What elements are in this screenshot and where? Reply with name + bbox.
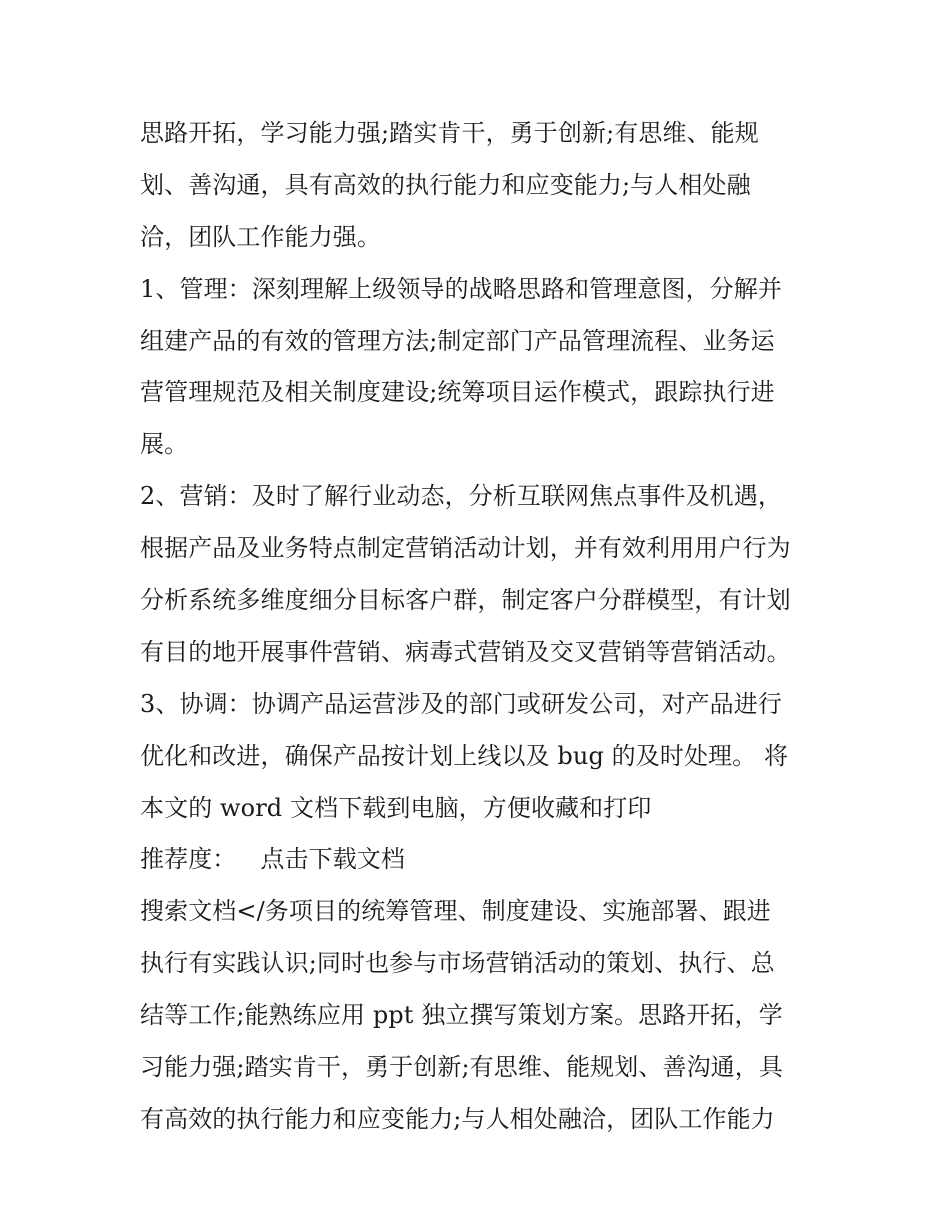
text-line: 有目的地开展事件营销、病毒式营销及交叉营销等营销活动。 (140, 637, 791, 666)
text-line: 搜索文档</务项目的统筹管理、制度建设、实施部署、跟进 (140, 897, 771, 926)
text-line: 思路开拓，学习能力强;踏实肯干，勇于创新;有思维、能规 (140, 119, 759, 147)
text-line: 2、营销：及时了解行业动态，分析互联网焦点事件及机遇， (140, 482, 782, 511)
download-link[interactable]: 点击下载文档 (260, 845, 406, 874)
text-line: 组建产品的有效的管理方法;制定部门产品管理流程、业务运 (140, 326, 775, 355)
text-line: 分析系统多维度细分目标客户群，制定客户分群模型，有计划 (140, 586, 791, 615)
text-line: 1、管理：深刻理解上级领导的战略思路和管理意图，分解并 (140, 274, 782, 303)
text-line: 3、协调：协调产品运营涉及的部门或研发公司，对产品进行 (140, 689, 782, 718)
text-line: 划、善沟通，具有高效的执行能力和应变能力;与人相处融 (140, 170, 751, 199)
text-line: 习能力强;踏实肯干，勇于创新;有思维、能规划、善沟通，具 (140, 1053, 783, 1082)
document-body (140, 108, 830, 1146)
text-line: 展。 (140, 430, 189, 459)
text-line: 执行有实践认识;同时也参与市场营销活动的策划、执行、总 (140, 949, 775, 978)
text-line: 营管理规范及相关制度建设;统筹项目运作模式，跟踪执行进 (140, 378, 775, 407)
text-line: 本文的 word 文档下载到电脑，方便收藏和打印 (140, 793, 652, 822)
recommend-row (140, 834, 830, 886)
recommend-label: 推荐度： (140, 845, 237, 874)
text-line: 优化和改进，确保产品按计划上线以及 bug 的及时处理。 将 (140, 741, 789, 770)
text-line: 有高效的执行能力和应变能力;与人相处融洽，团队工作能力 (140, 1104, 775, 1133)
text-line: 根据产品及业务特点制定营销活动计划，并有效利用用户行为 (140, 534, 791, 563)
text-line: 洽，团队工作能力强。 (140, 222, 381, 251)
text-line: 结等工作;能熟练应用 ppt 独立撰写策划方案。思路开拓，学 (140, 1001, 783, 1030)
